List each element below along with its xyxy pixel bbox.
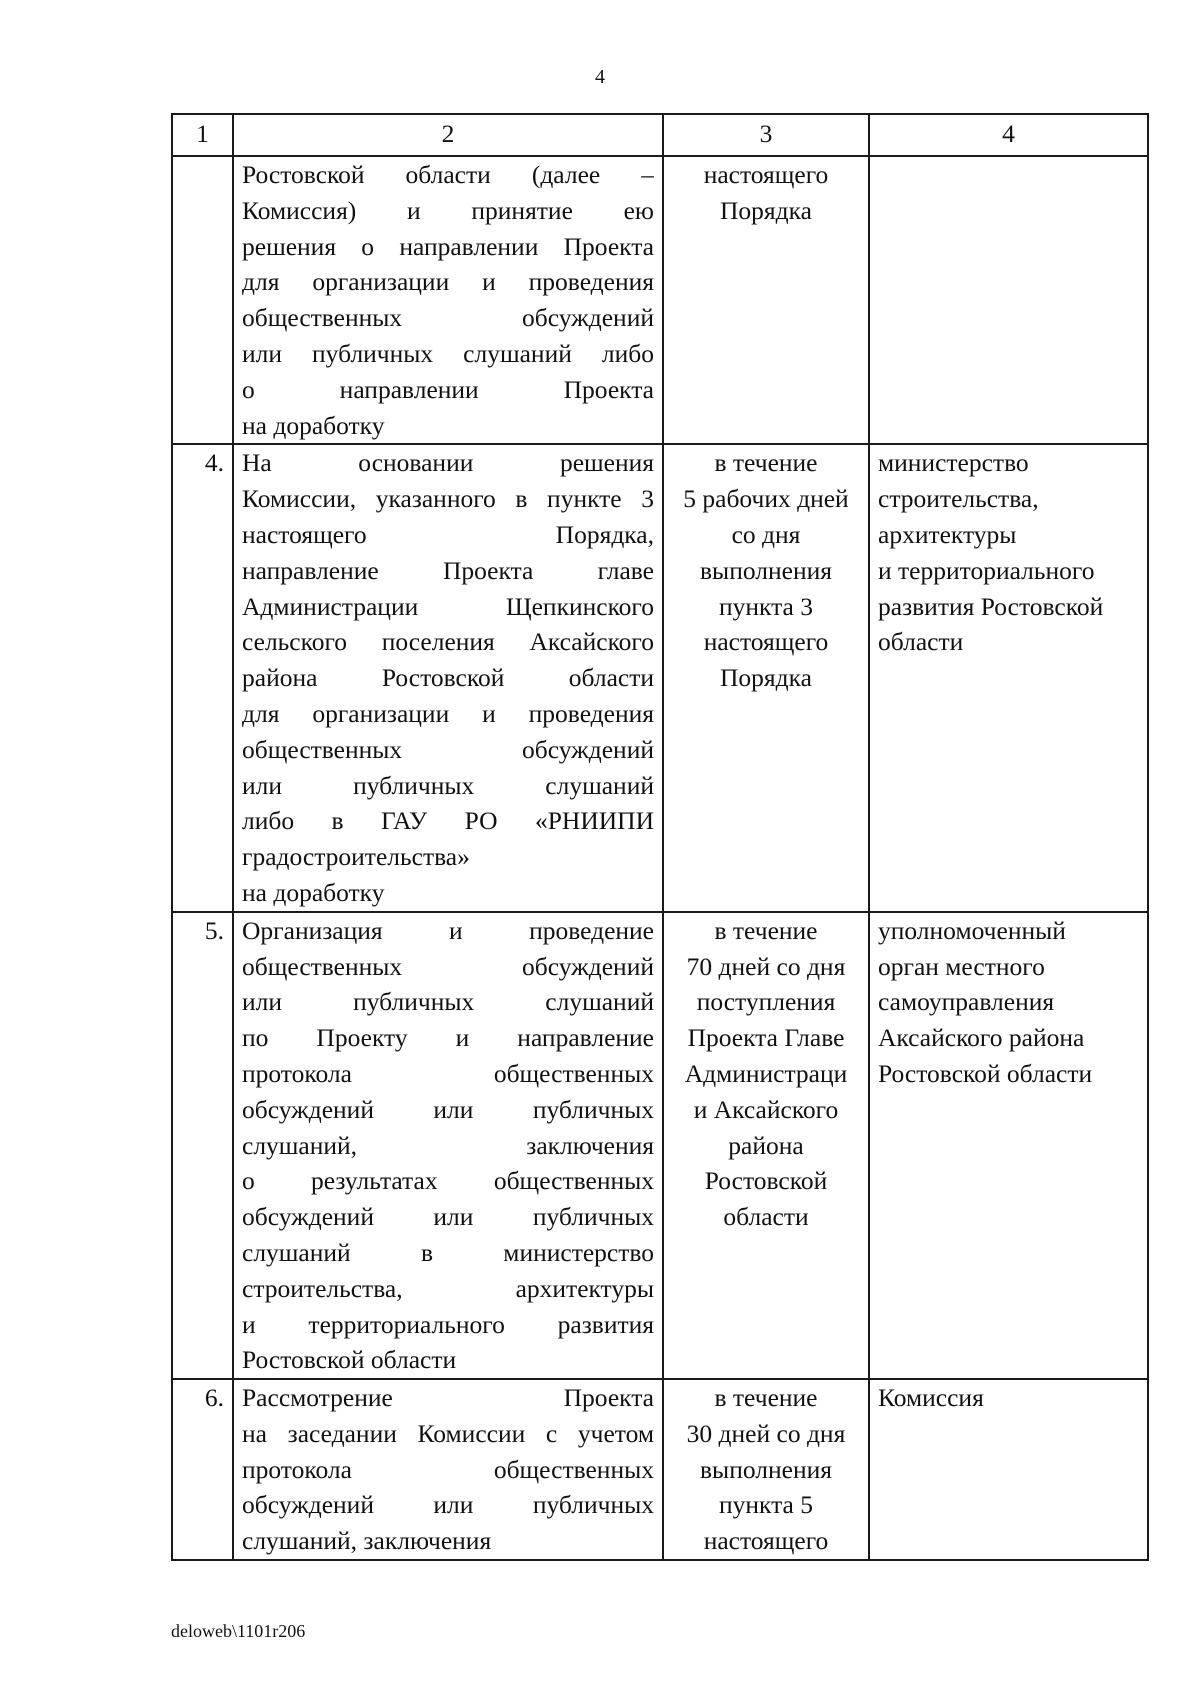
action-line: либо в ГАУ РО «РНИИПИ — [242, 806, 654, 836]
executor-line: Ростовской области — [878, 1058, 1093, 1088]
executor-line: орган местного — [878, 951, 1045, 981]
executor-line: области — [878, 627, 964, 657]
term-cell — [663, 156, 869, 444]
action-line: о направлении Проекта — [242, 374, 654, 404]
term-line: настоящего — [703, 1526, 829, 1556]
term-line: выполнения — [700, 555, 832, 585]
term-line: пункта 5 — [719, 1490, 813, 1520]
table-header-row — [172, 114, 1148, 156]
action-line: общественных обсуждений — [242, 734, 654, 764]
action-line: Комиссии, указанного в пункте 3 — [242, 484, 654, 514]
term-line: Порядка — [720, 195, 812, 225]
term-cell — [663, 1379, 869, 1560]
table-row — [172, 444, 1148, 911]
action-line: Ростовской области (далее – — [242, 160, 654, 189]
term-line: настоящего — [703, 627, 829, 657]
term-line: Проекта Главе — [687, 1023, 845, 1053]
row-number-cell: 4. — [172, 444, 233, 911]
executor-line: и территориального — [878, 555, 1095, 585]
row-number-cell: 6. — [172, 1379, 233, 1560]
term-line: пункта 3 — [719, 591, 813, 621]
term-line: района — [728, 1130, 804, 1160]
term-line: в течение — [714, 1383, 818, 1413]
action-line: На основании решения — [242, 448, 654, 478]
term-line: 70 дней со дня — [686, 951, 846, 981]
executor-line: Аксайского района — [878, 1023, 1085, 1053]
executor-line: уполномоченный — [878, 915, 1066, 945]
term-line: области — [723, 1202, 809, 1232]
term-line: поступления — [696, 987, 836, 1017]
action-line: Администрации Щепкинского — [242, 591, 654, 621]
action-line: по Проекту и направление — [242, 1023, 654, 1053]
action-line: Рассмотрение Проекта — [242, 1383, 654, 1413]
action-cell — [233, 444, 663, 911]
executor-cell — [869, 156, 1148, 444]
action-line: района Ростовской области — [242, 663, 654, 693]
action-line: или публичных слушаний — [242, 987, 654, 1017]
executor-line: министерство — [878, 448, 1029, 478]
action-line: общественных обсуждений — [242, 303, 654, 333]
action-line: решения о направлении Проекта — [242, 231, 654, 261]
term-line: выполнения — [700, 1454, 832, 1484]
term-line: со дня — [731, 519, 801, 549]
executor-cell — [869, 444, 1148, 911]
table-row — [172, 912, 1148, 1379]
row-number-cell: 5. — [172, 912, 233, 1379]
table-row — [172, 1379, 1148, 1560]
row-number-cell — [172, 156, 233, 444]
executor-line: самоуправления — [878, 987, 1055, 1017]
action-cell — [233, 1379, 663, 1560]
action-line: направление Проекта главе — [242, 555, 654, 585]
action-line: общественных обсуждений — [242, 951, 654, 981]
term-line: Порядка — [720, 663, 812, 693]
action-line: или публичных слушаний либо — [242, 338, 654, 368]
action-line: протокола общественных — [242, 1454, 654, 1484]
term-cell — [663, 912, 869, 1379]
document-footer: deloweb\1101r206 — [171, 1621, 306, 1641]
action-cell — [233, 912, 663, 1379]
action-cell — [233, 156, 663, 444]
action-line: для организации и проведения — [242, 698, 654, 728]
executor-cell — [869, 1379, 1148, 1560]
executor-cell — [869, 912, 1148, 1379]
executor-line: развития Ростовской — [878, 591, 1104, 621]
action-line: на доработку — [242, 877, 385, 907]
action-line: Комиссия) и принятие ею — [242, 195, 654, 225]
action-line: обсуждений или публичных — [242, 1202, 654, 1232]
term-line: в течение — [714, 448, 818, 478]
action-line: слушаний в министерство — [242, 1237, 654, 1267]
executor-line: Комиссия — [878, 1383, 984, 1413]
term-line: Ростовской — [704, 1166, 828, 1196]
action-line: и территориального развития — [242, 1309, 654, 1339]
action-line: Организация и проведение — [242, 915, 654, 945]
action-line: Ростовской области — [242, 1345, 457, 1375]
page-number: 4 — [595, 66, 605, 88]
term-line: в течение — [714, 915, 818, 945]
header-cell: 4 — [869, 114, 1148, 156]
executor-line: архитектуры — [878, 519, 1017, 549]
action-line: о результатах общественных — [242, 1166, 654, 1196]
action-line: для организации и проведения — [242, 267, 654, 297]
term-line: настоящего — [703, 160, 829, 189]
action-line: обсуждений или публичных — [242, 1094, 654, 1124]
action-line: градостроительства» — [242, 842, 470, 872]
action-line: обсуждений или публичных — [242, 1490, 654, 1520]
header-cell: 2 — [233, 114, 663, 156]
action-line: сельского поселения Аксайского — [242, 627, 654, 657]
table-row — [172, 156, 1148, 444]
action-line: на доработку — [242, 410, 385, 440]
procedure-table — [171, 113, 1149, 1561]
term-line: Администраци — [684, 1058, 848, 1088]
action-line: протокола общественных — [242, 1058, 654, 1088]
action-line: строительства, архитектуры — [242, 1273, 654, 1303]
action-line: настоящего Порядка, — [242, 519, 654, 549]
action-line: или публичных слушаний — [242, 770, 654, 800]
header-cell: 1 — [172, 114, 233, 156]
header-cell: 3 — [663, 114, 869, 156]
term-line: 30 дней со дня — [686, 1418, 846, 1448]
term-cell — [663, 444, 869, 911]
action-line: слушаний, заключения — [242, 1526, 492, 1556]
executor-line: строительства, — [878, 484, 1039, 514]
action-line: слушаний, заключения — [242, 1130, 654, 1160]
term-line: 5 рабочих дней — [683, 484, 849, 514]
term-line: и Аксайского — [693, 1094, 839, 1124]
action-line: на заседании Комиссии с учетом — [242, 1418, 654, 1448]
